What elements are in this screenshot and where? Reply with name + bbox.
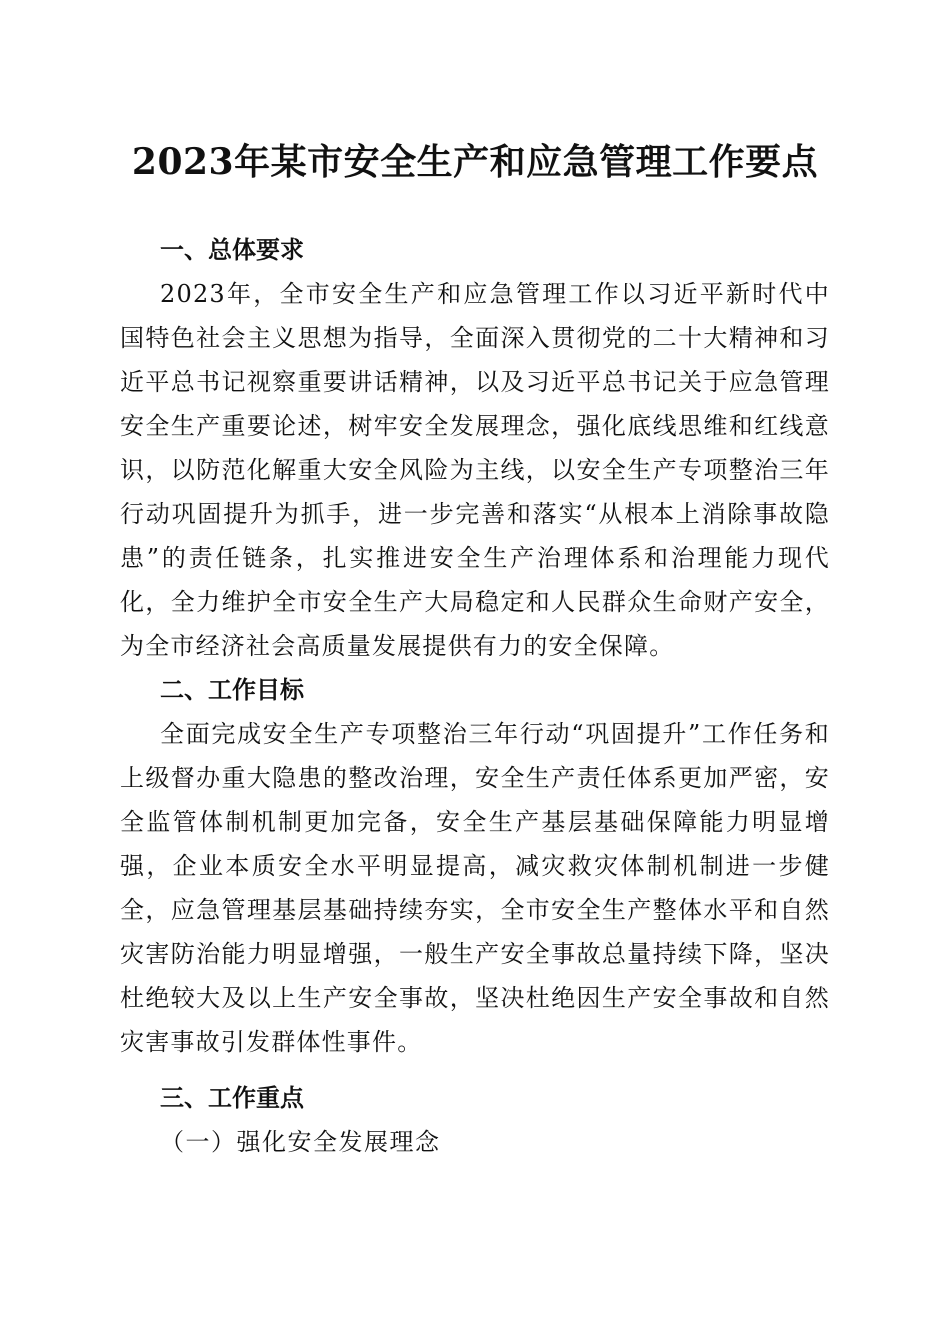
subsection-heading-safety-concept: （一）强化安全发展理念 (160, 1128, 441, 1156)
section-paragraph-general-requirements: 2023年，全市安全生产和应急管理工作以习近平新时代中国特色社会主义思想为指导，全面深入贯彻党的二十大精神和习近平总书记视察重要讲话精神，以及习近平总书记关于应急管理安全生产重要论述，树牢安全发展理念，强化底线思维和红线意识，以防范化解重大安全风险为主线，以安全生产专项整治三年行动巩固提升为抓手，进一步完善和落实“从根本上消除事故隐患”的责任链条，扎实推进安全生产治理体系和治理能力现代化，全力维护全市安全生产大局稳定和人民群众生命财产安全，为全市经济社会高质量发展提供有力的安全保障。 (120, 280, 830, 660)
document-body (120, 228, 830, 1164)
section-heading-work-priorities: 三、工作重点 (160, 1084, 304, 1112)
section-paragraph-work-goals: 全面完成安全生产专项整治三年行动“巩固提升”工作任务和上级督办重大隐患的整改治理，安全生产责任体系更加严密，安全监管体制机制更加完备，安全生产基层基础保障能力明显增强，企业本质安全水平明显提高，减灾救灾体制机制进一步健全，应急管理基层基础持续夯实，全市安全生产整体水平和自然灾害防治能力明显增强，一般生产安全事故总量持续下降，坚决杜绝较大及以上生产安全事故，坚决杜绝因生产安全事故和自然灾害事故引发群体性事件。 (120, 720, 830, 1056)
section-heading-general-requirements: 一、总体要求 (160, 236, 304, 264)
document-title: 2023年某市安全生产和应急管理工作要点 (131, 141, 819, 183)
section-heading-work-goals: 二、工作目标 (160, 676, 304, 704)
